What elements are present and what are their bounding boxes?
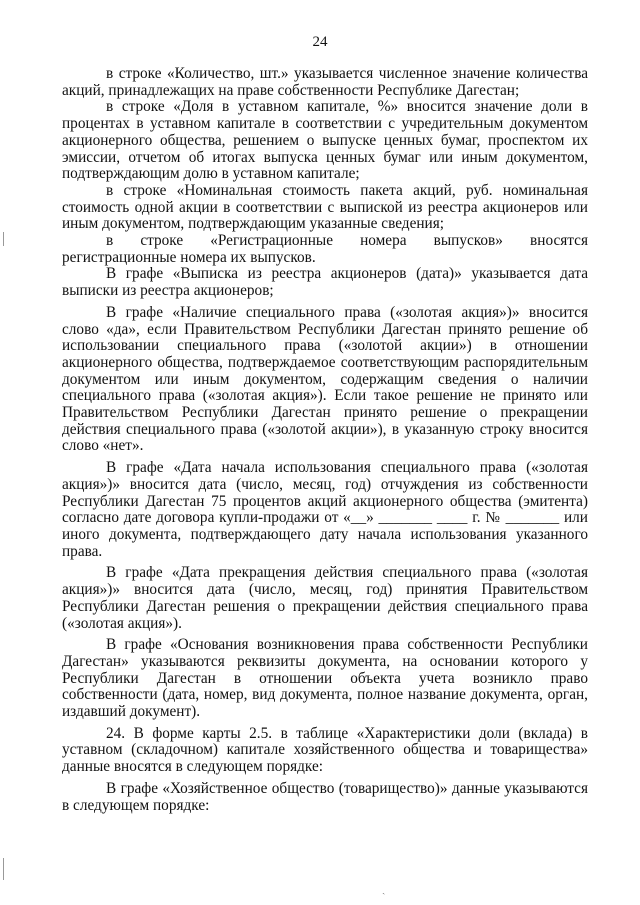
paragraph-business-entity: В графе «Хозяйственное общество (товарищество)» данные указываются в следующем порядке: [62, 779, 588, 814]
paragraph-quantity: в строке «Количество, шт.» указывается численное значение количества акций, принадлежащих на праве собственности Республике Дагестан; [62, 65, 588, 99]
paragraph-registration-numbers: в строке «Регистрационные номера выпусков» вносятся регистрационные номера их выпусков. [62, 232, 588, 266]
paragraph-share: в строке «Доля в уставном капитале, %» вносится значение доли в процентах в уставном капитале в соответствии с учредительным документом акционерного общества, решением о выпуске ценных бумаг, проспектом их эмиссии, отчетом об итогах выпуска ценных бумаг или иным документом, подтверждающим долю в уставном капитале; [62, 98, 588, 183]
document-body [62, 66, 588, 814]
paragraph-nominal-value: в строке «Номинальная стоимость пакета акций, руб. номинальная стоимость одной акции в соответствии с выпиской из реестра акционеров или иным документом, подтверждающим указанные сведения; [62, 181, 588, 233]
scan-margin-mark [3, 232, 4, 246]
paragraph-golden-share-end: В графе «Дата прекращения действия специального права («золотая акция»)» вносится дата (число, месяц, год) принятия Правительством Республики Дагестан решения о прекращении действия специального права («золотая акция»). [62, 564, 588, 632]
paragraph-item-24: 24. В форме карты 2.5. в таблице «Характеристики доли (вклада) в уставном (складочном) капитале хозяйственного общества и товарищества» данные вносятся в следующем порядке: [62, 724, 588, 776]
scan-artifact-mark: ˎ [382, 884, 386, 895]
page-number: 24 [312, 34, 328, 50]
paragraph-ownership-grounds: В графе «Основания возникновения права собственности Республики Дагестан» указываются реквизиты документа, на основании которого у Республики Дагестан в отношении объекта учета возникло право собственности (дата, номер, вид документа, полное название документа, орган, издавший документ). [62, 636, 588, 721]
paragraph-golden-share-start: В графе «Дата начала использования специального права («золотая акция»)» вносится дата (число, месяц, год) отчуждения из собственности Республики Дагестан 75 процентов акций акционерного общества (эмитента) согласно дате договора купли-продажи от «__» _______ ____ г. № _______ или иного документа, подтверждающего дату начала использования указанного права. [62, 459, 588, 560]
scan-margin-mark [3, 858, 4, 880]
paragraph-registry-extract: В графе «Выписка из реестра акционеров (дата)» указывается дата выписки из реестра акционеров; [62, 265, 588, 300]
paragraph-golden-share: В графе «Наличие специального права («золотая акция»)» вносится слово «да», если Правительством Республики Дагестан принято решение об использовании специального права («золотой акции») в отношении акционерного общества, подтверждаемое соответствующим распорядительным документом или иным документом, содержащим сведения о наличии специального права («золотая акция»). Если такое решение не принято или Правительством Республики Дагестан принято решение о прекращении действия специального права («золотой акции»), в указанную строку вносится слово «нет». [62, 303, 588, 455]
